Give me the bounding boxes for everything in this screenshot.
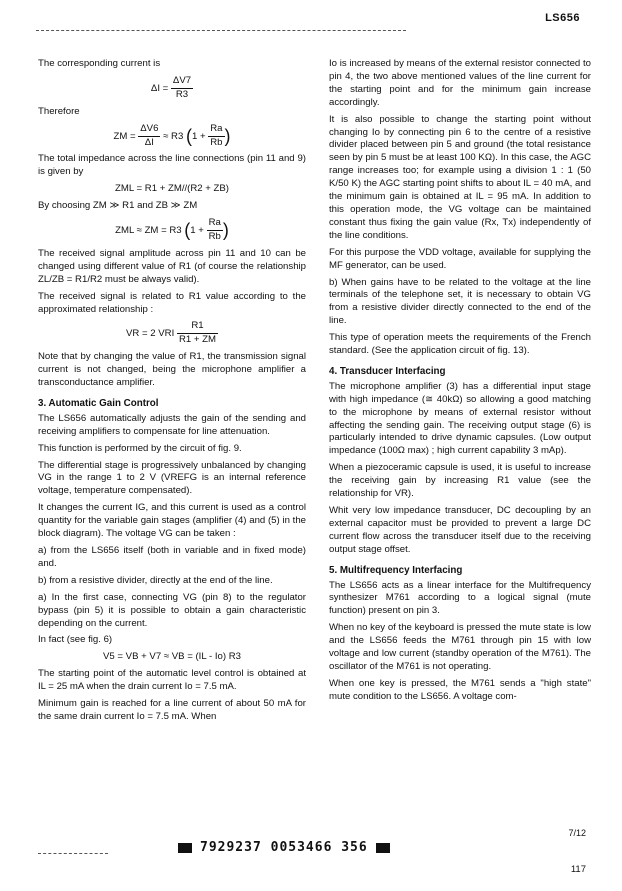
- paragraph: The differential stage is progressively unbalanced by changing VG in the range 1 to 2 V (VREFG is an internal reference voltage, temperature compensated).: [38, 459, 306, 497]
- barcode-block-icon: [178, 843, 192, 853]
- paragraph: Whit very low impedance transducer, DC decoupling by an external capacitor must be provided to prevent a large DC current flow across the transducer itself due to the receiving output stage offset.: [329, 505, 591, 555]
- paragraph: Therefore: [38, 105, 80, 117]
- paragraph: The corresponding current is: [38, 58, 161, 69]
- paragraph: The total impedance across the line connections (pin 11 and 9) is given by: [38, 153, 306, 178]
- section-heading: 3. Automatic Gain Control: [38, 397, 159, 409]
- footer-rule: [38, 853, 108, 854]
- paragraph: It changes the current IG, and this current is used as a control quantity for the variable gain stages (amplifier (4) and (5) in the block diagram). The voltage VG can be taken :: [38, 502, 306, 540]
- paragraph: It is also possible to change the starting point without changing Io by connecting pin 6 to the centre of a resistive divider placed between pin 5 and ground (the total resistance seen by pin 5 must be at least 100 KΩ). In this case, the AGC range increases too; for example using a division 1 : 1 (50 K/50 K) the AGC starting point shifts to about IL = 40 mA, and the minimum gain is obtained at IL = 95 mA. In addition to this operation mode, the VG voltage can be maintained constant thus fixing the gain value (Rx, Tx) independently of the line conditions.: [329, 113, 591, 241]
- paragraph: The received signal is related to R1 value according to the approximated relationship :: [38, 290, 306, 315]
- page-number: 117: [570, 864, 586, 875]
- paragraph: When no key of the keyboard is pressed the mute state is low and the LS656 feeds the M761 through pin 15 with low voltage and low current (standby operation of the M761). The oscillator of the M761 is not operating.: [329, 622, 591, 672]
- section-heading: 4. Transducer Interfacing: [329, 365, 446, 377]
- paragraph: In fact (see fig. 6): [38, 634, 113, 646]
- equation-delta-i: ΔI = $\frac{\Delta V7}{R3}$: [150, 74, 192, 100]
- paragraph: Io is increased by means of the external resistor connected to pin 4, the two above mentioned values of the line current for the starting point and for the minimum gain increase accordingly.: [329, 58, 591, 108]
- page-reference: 7/12: [568, 828, 586, 838]
- right-column: [329, 58, 591, 708]
- paragraph: a) from the LS656 itself (both in variable and in fixed mode) and.: [38, 545, 306, 569]
- paragraph: The starting point of the automatic level control is obtained at IL = 25 mA when the drain current Io = 7.5 mA.: [38, 668, 306, 693]
- doc-title: LS656: [545, 12, 580, 24]
- paragraph: The LS656 automatically adjusts the gain of the sending and receiving amplifiers to compensate for line attenuation.: [38, 412, 306, 437]
- paragraph: a) In the first case, connecting VG (pin 8) to the regulator bypass (pin 5) it is possible to obtain a gain characteristic depending on the current.: [38, 591, 306, 629]
- paragraph: b) from a resistive divider, directly at the end of the line.: [38, 574, 273, 586]
- paragraph: For this purpose the VDD voltage, available for supplying the MF generator, can be used.: [329, 246, 591, 271]
- barcode-block-icon: [376, 843, 390, 853]
- paragraph: This function is performed by the circuit of fig. 9.: [38, 442, 242, 454]
- equation-zml-approx: ZML ≈ ZM = R3 (1 + $\frac{Ra}{Rb}$ ): [115, 217, 229, 242]
- equation-vr: VR = 2 VRI $\frac{R1}{R1 + ZM}$: [126, 320, 216, 346]
- barcode: 7929237 0053466 356: [170, 840, 398, 855]
- paragraph: Note that by changing the value of R1, the transmission signal current is not changed, being the microphone amplifier a transconductance amplifier.: [38, 351, 306, 389]
- paragraph: The microphone amplifier (3) has a differential input stage with high impedance (≅ 40kΩ) so allowing a good matching to the microphone by means of external resistor without affecting the sending gain. The receiving output stage (6) is particularly intended to drive dynamic capsules. (Low output impedance (100Ω max) ; high current capability 3 mAp).: [329, 380, 591, 457]
- section-heading: 5. Multifrequency Interfacing: [329, 564, 463, 576]
- equation-zm: ZM = $\frac{\Delta V6}{\Delta I}$ ≈ R3 (1 + $\frac{Ra}{Rb}$ ): [113, 122, 231, 148]
- paragraph: When a piezoceramic capsule is used, it is useful to increase the receiving gain by increasing R1 value (see the relationship for VR).: [329, 462, 591, 500]
- paragraph: b) When gains have to be related to the voltage at the line terminals of the telephone set, it is necessary to obtain VG from a resistive divider directly connected to the end of the line.: [329, 276, 591, 327]
- equation-zml: ZML = R1 + ZM//(R2 + ZB): [115, 183, 229, 195]
- paragraph: Minimum gain is reached for a line current of about 50 mA for the same drain current Io = 7.5 mA. When: [38, 698, 306, 722]
- equation-v5: V5 = VB + V7 ≈ VB = (IL - Io) R3: [103, 651, 241, 663]
- paragraph: This type of operation meets the requirements of the French standard. (See the application circuit of fig. 13).: [329, 332, 591, 357]
- paragraph: The received signal amplitude across pin 11 and 10 can be changed using different value of R1 (of course the relationship ZL/ZB = R1/R2 must be always valid).: [38, 247, 306, 285]
- paragraph: The LS656 acts as a linear interface for the Multifrequency synthesizer M761 according to a logical signal (mute function) present on pin 3.: [329, 579, 591, 617]
- paragraph: When one key is pressed, the M761 sends a "high state" mute condition to the LS656. A voltage com-: [329, 677, 591, 702]
- left-column: [38, 58, 306, 728]
- header-rule: [36, 30, 406, 31]
- paragraph: By choosing ZM ≫ R1 and ZB ≫ ZM: [38, 200, 198, 212]
